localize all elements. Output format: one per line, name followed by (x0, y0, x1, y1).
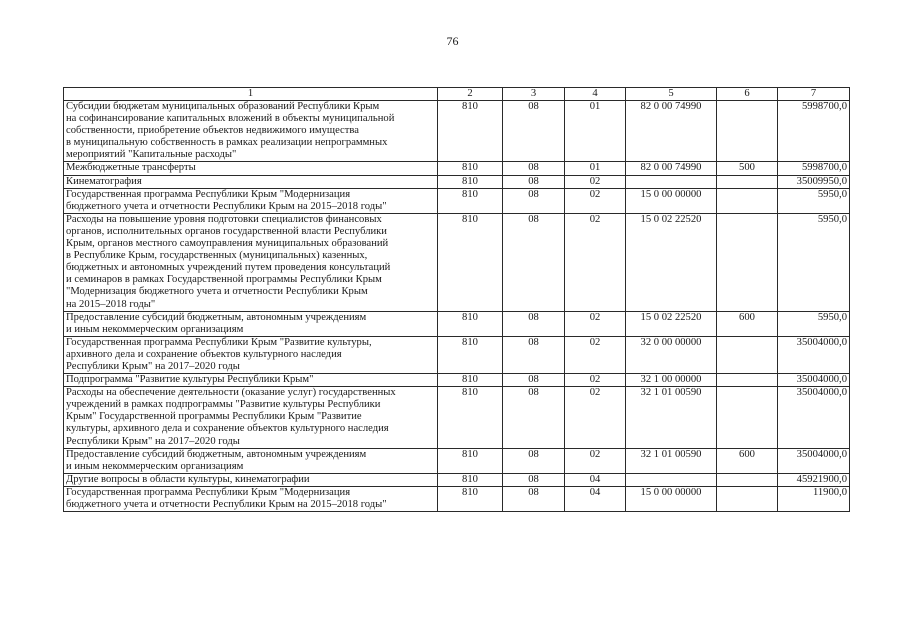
row-expense-type (717, 374, 778, 387)
row-amount: 5998700,0 (778, 101, 850, 162)
row-amount: 11900,0 (778, 486, 850, 511)
column-header-3: 3 (503, 88, 565, 101)
row-amount: 35004000,0 (778, 336, 850, 373)
row-amount: 5950,0 (778, 311, 850, 336)
row-subsection-code: 02 (565, 336, 626, 373)
table-row (64, 213, 850, 311)
table-row (64, 162, 850, 175)
table-row (64, 311, 850, 336)
row-name: Предоставление субсидий бюджетным, автономным учреждениям и иным некоммерческим организациям (64, 311, 438, 336)
row-name: Государственная программа Республики Крым "Модернизация бюджетного учета и отчетности Республики Крым на 2015–2018 годы" (64, 188, 438, 213)
column-header-6: 6 (717, 88, 778, 101)
column-header-4: 4 (565, 88, 626, 101)
row-subsection-code: 02 (565, 188, 626, 213)
row-target-article: 82 0 00 74990 (626, 162, 717, 175)
row-name: Предоставление субсидий бюджетным, автономным учреждениям и иным некоммерческим организациям (64, 448, 438, 473)
row-name: Другие вопросы в области культуры, кинематографии (64, 473, 438, 486)
row-amount: 35004000,0 (778, 387, 850, 448)
table-row (64, 387, 850, 448)
table-row (64, 175, 850, 188)
row-amount: 35009950,0 (778, 175, 850, 188)
row-target-article: 82 0 00 74990 (626, 101, 717, 162)
row-amount: 35004000,0 (778, 374, 850, 387)
row-section-code: 08 (503, 486, 565, 511)
row-ministry-code: 810 (438, 448, 503, 473)
row-target-article: 32 1 01 00590 (626, 387, 717, 448)
row-amount: 35004000,0 (778, 448, 850, 473)
row-ministry-code: 810 (438, 188, 503, 213)
row-name: Подпрограмма "Развитие культуры Республики Крым" (64, 374, 438, 387)
row-expense-type: 600 (717, 311, 778, 336)
column-header-7: 7 (778, 88, 850, 101)
column-header-5: 5 (626, 88, 717, 101)
table-row (64, 101, 850, 162)
row-name: Государственная программа Республики Крым "Развитие культуры, архивного дела и сохранение объектов культурного наследия Республики Крым" на 2017–2020 годы (64, 336, 438, 373)
table-row (64, 374, 850, 387)
column-header-1: 1 (64, 88, 438, 101)
row-section-code: 08 (503, 448, 565, 473)
row-expense-type (717, 101, 778, 162)
row-subsection-code: 01 (565, 101, 626, 162)
table-header (64, 88, 850, 101)
row-subsection-code: 02 (565, 387, 626, 448)
table-row (64, 188, 850, 213)
row-target-article: 15 0 02 22520 (626, 213, 717, 311)
row-target-article (626, 175, 717, 188)
row-section-code: 08 (503, 101, 565, 162)
budget-table (63, 87, 850, 512)
row-ministry-code: 810 (438, 101, 503, 162)
row-name: Субсидии бюджетам муниципальных образований Республики Крым на софинансирование капитальных вложений в объекты муниципальной собственности, приобретение объектов недвижимого имущества в муниципальную собственность в рамках реализации непрограммных мероприятий "Капитальные расходы" (64, 101, 438, 162)
row-section-code: 08 (503, 213, 565, 311)
row-amount: 5998700,0 (778, 162, 850, 175)
row-subsection-code: 02 (565, 213, 626, 311)
row-section-code: 08 (503, 175, 565, 188)
row-ministry-code: 810 (438, 213, 503, 311)
row-ministry-code: 810 (438, 486, 503, 511)
row-section-code: 08 (503, 336, 565, 373)
row-amount: 5950,0 (778, 213, 850, 311)
row-subsection-code: 01 (565, 162, 626, 175)
row-target-article: 32 1 00 00000 (626, 374, 717, 387)
row-section-code: 08 (503, 473, 565, 486)
row-subsection-code: 04 (565, 486, 626, 511)
row-expense-type: 500 (717, 162, 778, 175)
table-row (64, 336, 850, 373)
row-expense-type (717, 213, 778, 311)
row-ministry-code: 810 (438, 387, 503, 448)
row-name: Расходы на повышение уровня подготовки специалистов финансовых органов, исполнительных органов государственной власти Республики Крым, органов местного самоуправления муниципальных образований в Республике Крым, государственных (муниципальных) казенных, бюджетных и автономных учреждений путем проведения консультаций и семинаров в рамках Государственной программы Республики Крым "Модернизация бюджетного учета и отчетности Республики Крым на 2015–2018 годы" (64, 213, 438, 311)
row-target-article: 32 0 00 00000 (626, 336, 717, 373)
row-name: Межбюджетные трансферты (64, 162, 438, 175)
row-target-article: 15 0 00 00000 (626, 188, 717, 213)
row-ministry-code: 810 (438, 175, 503, 188)
row-section-code: 08 (503, 374, 565, 387)
column-header-2: 2 (438, 88, 503, 101)
row-expense-type (717, 387, 778, 448)
row-subsection-code: 02 (565, 374, 626, 387)
row-ministry-code: 810 (438, 374, 503, 387)
row-amount: 5950,0 (778, 188, 850, 213)
row-section-code: 08 (503, 387, 565, 448)
row-expense-type (717, 188, 778, 213)
row-subsection-code: 02 (565, 175, 626, 188)
row-target-article (626, 473, 717, 486)
row-amount: 45921900,0 (778, 473, 850, 486)
header-row (64, 88, 850, 101)
row-name: Кинематография (64, 175, 438, 188)
row-expense-type (717, 486, 778, 511)
table-row (64, 486, 850, 511)
row-ministry-code: 810 (438, 473, 503, 486)
row-subsection-code: 02 (565, 448, 626, 473)
row-section-code: 08 (503, 311, 565, 336)
table-row (64, 448, 850, 473)
row-expense-type (717, 336, 778, 373)
row-expense-type (717, 473, 778, 486)
row-ministry-code: 810 (438, 336, 503, 373)
row-ministry-code: 810 (438, 162, 503, 175)
row-target-article: 15 0 00 00000 (626, 486, 717, 511)
row-subsection-code: 02 (565, 311, 626, 336)
table-row (64, 473, 850, 486)
page-number: 76 (446, 34, 459, 48)
row-name: Государственная программа Республики Крым "Модернизация бюджетного учета и отчетности Республики Крым на 2015–2018 годы" (64, 486, 438, 511)
row-target-article: 15 0 02 22520 (626, 311, 717, 336)
row-expense-type (717, 175, 778, 188)
row-target-article: 32 1 01 00590 (626, 448, 717, 473)
row-section-code: 08 (503, 188, 565, 213)
row-ministry-code: 810 (438, 311, 503, 336)
row-subsection-code: 04 (565, 473, 626, 486)
row-name: Расходы на обеспечение деятельности (оказание услуг) государственных учреждений в рамках подпрограммы "Развитие культуры Республики Крым" Государственной программы Республики Крым "Развитие культуры, архивного дела и сохранение объектов культурного наследия Республики Крым" на 2017–2020 годы (64, 387, 438, 448)
row-section-code: 08 (503, 162, 565, 175)
table-body (64, 101, 850, 512)
row-expense-type: 600 (717, 448, 778, 473)
